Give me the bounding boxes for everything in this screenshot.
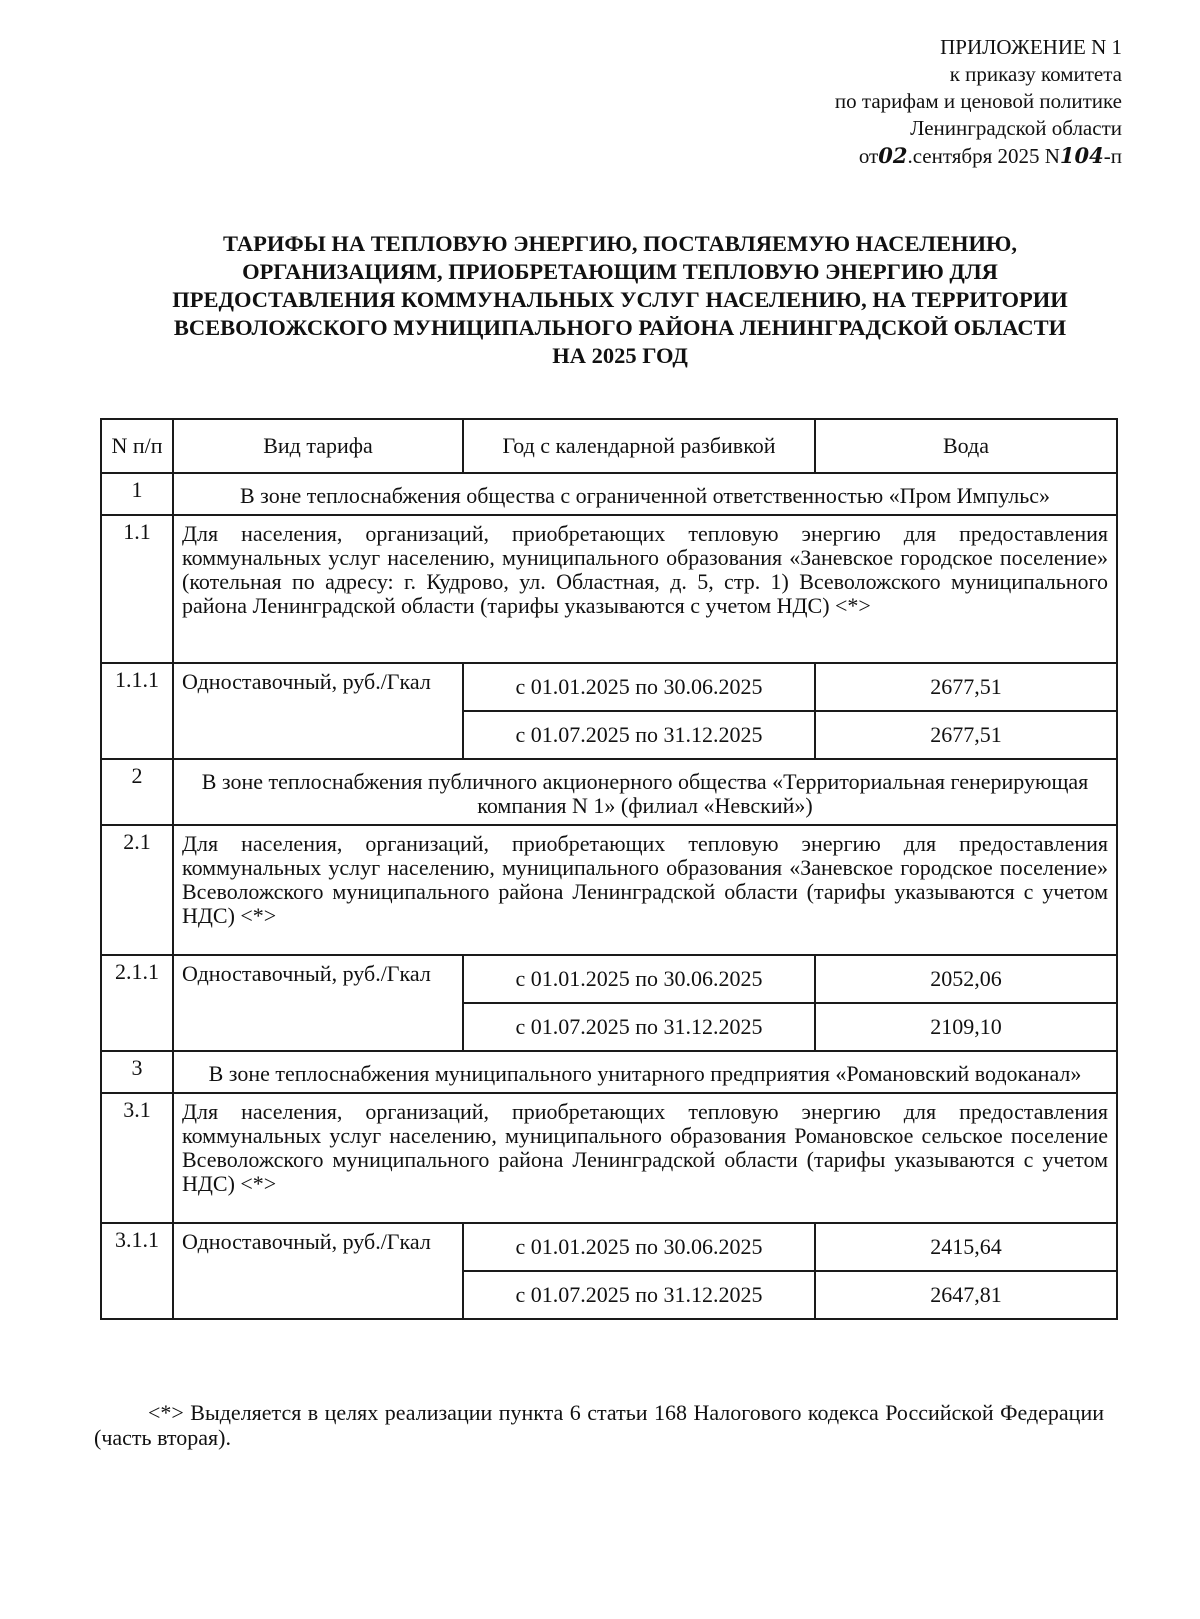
value-cell: 2052,06 <box>815 955 1117 1003</box>
document-title <box>130 230 1110 370</box>
subzone-row <box>101 1093 1117 1223</box>
zone-title: В зоне теплоснабжения публичного акционерного общества «Территориальная генерирующая компания N 1» (филиал «Невский») <box>173 759 1117 825</box>
header-year: Год с календарной разбивкой <box>463 419 815 473</box>
item-num: 3.1.1 <box>101 1223 173 1319</box>
value-cell: 2647,81 <box>815 1271 1117 1319</box>
header-tariff-type: Вид тарифа <box>173 419 463 473</box>
appendix-line-2: по тарифам и ценовой политике <box>834 89 1122 113</box>
subzone-description: Для населения, организаций, приобретающих тепловую энергию для предоставления коммунальных услуг населению, муниципального образования Романовское сельское поселение Всеволожского муниципального района Ленинградской области (тарифы указываются с учетом НДС) <*> <box>173 1093 1117 1223</box>
zone-title: В зоне теплоснабжения общества с ограниченной ответственностью «Пром Импульс» <box>173 473 1117 515</box>
footnote: <*> Выделяется в целях реализации пункта 6 статьи 168 Налогового кодекса Российской Федерации (часть вторая). <box>94 1400 1104 1450</box>
item-num: 2.1.1 <box>101 955 173 1051</box>
zone-num: 2 <box>101 759 173 825</box>
tariff-row <box>101 955 1117 1003</box>
item-label: Одноставочный, руб./Гкал <box>173 1223 463 1319</box>
period-cell: с 01.01.2025 по 30.06.2025 <box>463 663 815 711</box>
header-num: N п/п <box>101 419 173 473</box>
date-month-year: .сентября 2025 N <box>907 144 1060 168</box>
table-header-row <box>101 419 1117 473</box>
appendix-date-line <box>835 142 1122 170</box>
header-water: Вода <box>815 419 1117 473</box>
appendix-title: ПРИЛОЖЕНИЕ N 1 <box>940 35 1122 59</box>
title-line-3: ПРЕДОСТАВЛЕНИЯ КОММУНАЛЬНЫХ УСЛУГ НАСЕЛЕНИЮ, НА ТЕРРИТОРИИ <box>172 287 1068 312</box>
subzone-num: 1.1 <box>101 515 173 663</box>
handwritten-order-number: 104 <box>1059 143 1104 168</box>
period-cell: с 01.01.2025 по 30.06.2025 <box>463 1223 815 1271</box>
period-cell: с 01.07.2025 по 31.12.2025 <box>463 711 815 759</box>
zone-num: 1 <box>101 473 173 515</box>
tariffs-table <box>100 418 1118 1320</box>
zone-row <box>101 759 1117 825</box>
period-cell: с 01.07.2025 по 31.12.2025 <box>463 1003 815 1051</box>
subzone-description: Для населения, организаций, приобретающих тепловую энергию для предоставления коммунальных услуг населению, муниципального образования «Заневское городское поселение» Всеволожского муниципального района Ленинградской области (тарифы указываются с учетом НДС) <*> <box>173 825 1117 955</box>
title-line-4: ВСЕВОЛОЖСКОГО МУНИЦИПАЛЬНОГО РАЙОНА ЛЕНИНГРАДСКОЙ ОБЛАСТИ <box>173 315 1067 340</box>
value-cell: 2415,64 <box>815 1223 1117 1271</box>
zone-title: В зоне теплоснабжения муниципального унитарного предприятия «Романовский водоканал» <box>173 1051 1117 1093</box>
tariff-row <box>101 663 1117 711</box>
date-prefix: от <box>858 144 879 168</box>
tariff-row <box>101 1223 1117 1271</box>
appendix-line-1: к приказу комитета <box>949 62 1122 86</box>
period-cell: с 01.01.2025 по 30.06.2025 <box>463 955 815 1003</box>
appendix-line-3: Ленинградской области <box>910 116 1122 140</box>
zone-row <box>101 1051 1117 1093</box>
period-cell: с 01.07.2025 по 31.12.2025 <box>463 1271 815 1319</box>
zone-row <box>101 473 1117 515</box>
title-line-1: ТАРИФЫ НА ТЕПЛОВУЮ ЭНЕРГИЮ, ПОСТАВЛЯЕМУЮ НАСЕЛЕНИЮ, <box>222 231 1017 256</box>
zone-num: 3 <box>101 1051 173 1093</box>
subzone-row <box>101 825 1117 955</box>
value-cell: 2109,10 <box>815 1003 1117 1051</box>
item-label: Одноставочный, руб./Гкал <box>173 663 463 759</box>
subzone-description: Для населения, организаций, приобретающих тепловую энергию для предоставления коммунальных услуг населению, муниципального образования «Заневское городское поселение» (котельная по адресу: г. Кудрово, ул. Областная, д. 5, стр. 1) Всеволожского муниципального района Ленинградской области (тарифы указываются с учетом НДС) <*> <box>173 515 1117 663</box>
subzone-num: 3.1 <box>101 1093 173 1223</box>
subzone-num: 2.1 <box>101 825 173 955</box>
title-line-5: НА 2025 ГОД <box>552 343 688 368</box>
subzone-row <box>101 515 1117 663</box>
item-num: 1.1.1 <box>101 663 173 759</box>
value-cell: 2677,51 <box>815 711 1117 759</box>
item-label: Одноставочный, руб./Гкал <box>173 955 463 1051</box>
value-cell: 2677,51 <box>815 663 1117 711</box>
handwritten-day: 02 <box>878 143 908 168</box>
appendix-header <box>835 34 1122 170</box>
order-suffix: -п <box>1103 144 1122 168</box>
title-line-2: ОРГАНИЗАЦИЯМ, ПРИОБРЕТАЮЩИМ ТЕПЛОВУЮ ЭНЕРГИЮ ДЛЯ <box>242 259 998 284</box>
